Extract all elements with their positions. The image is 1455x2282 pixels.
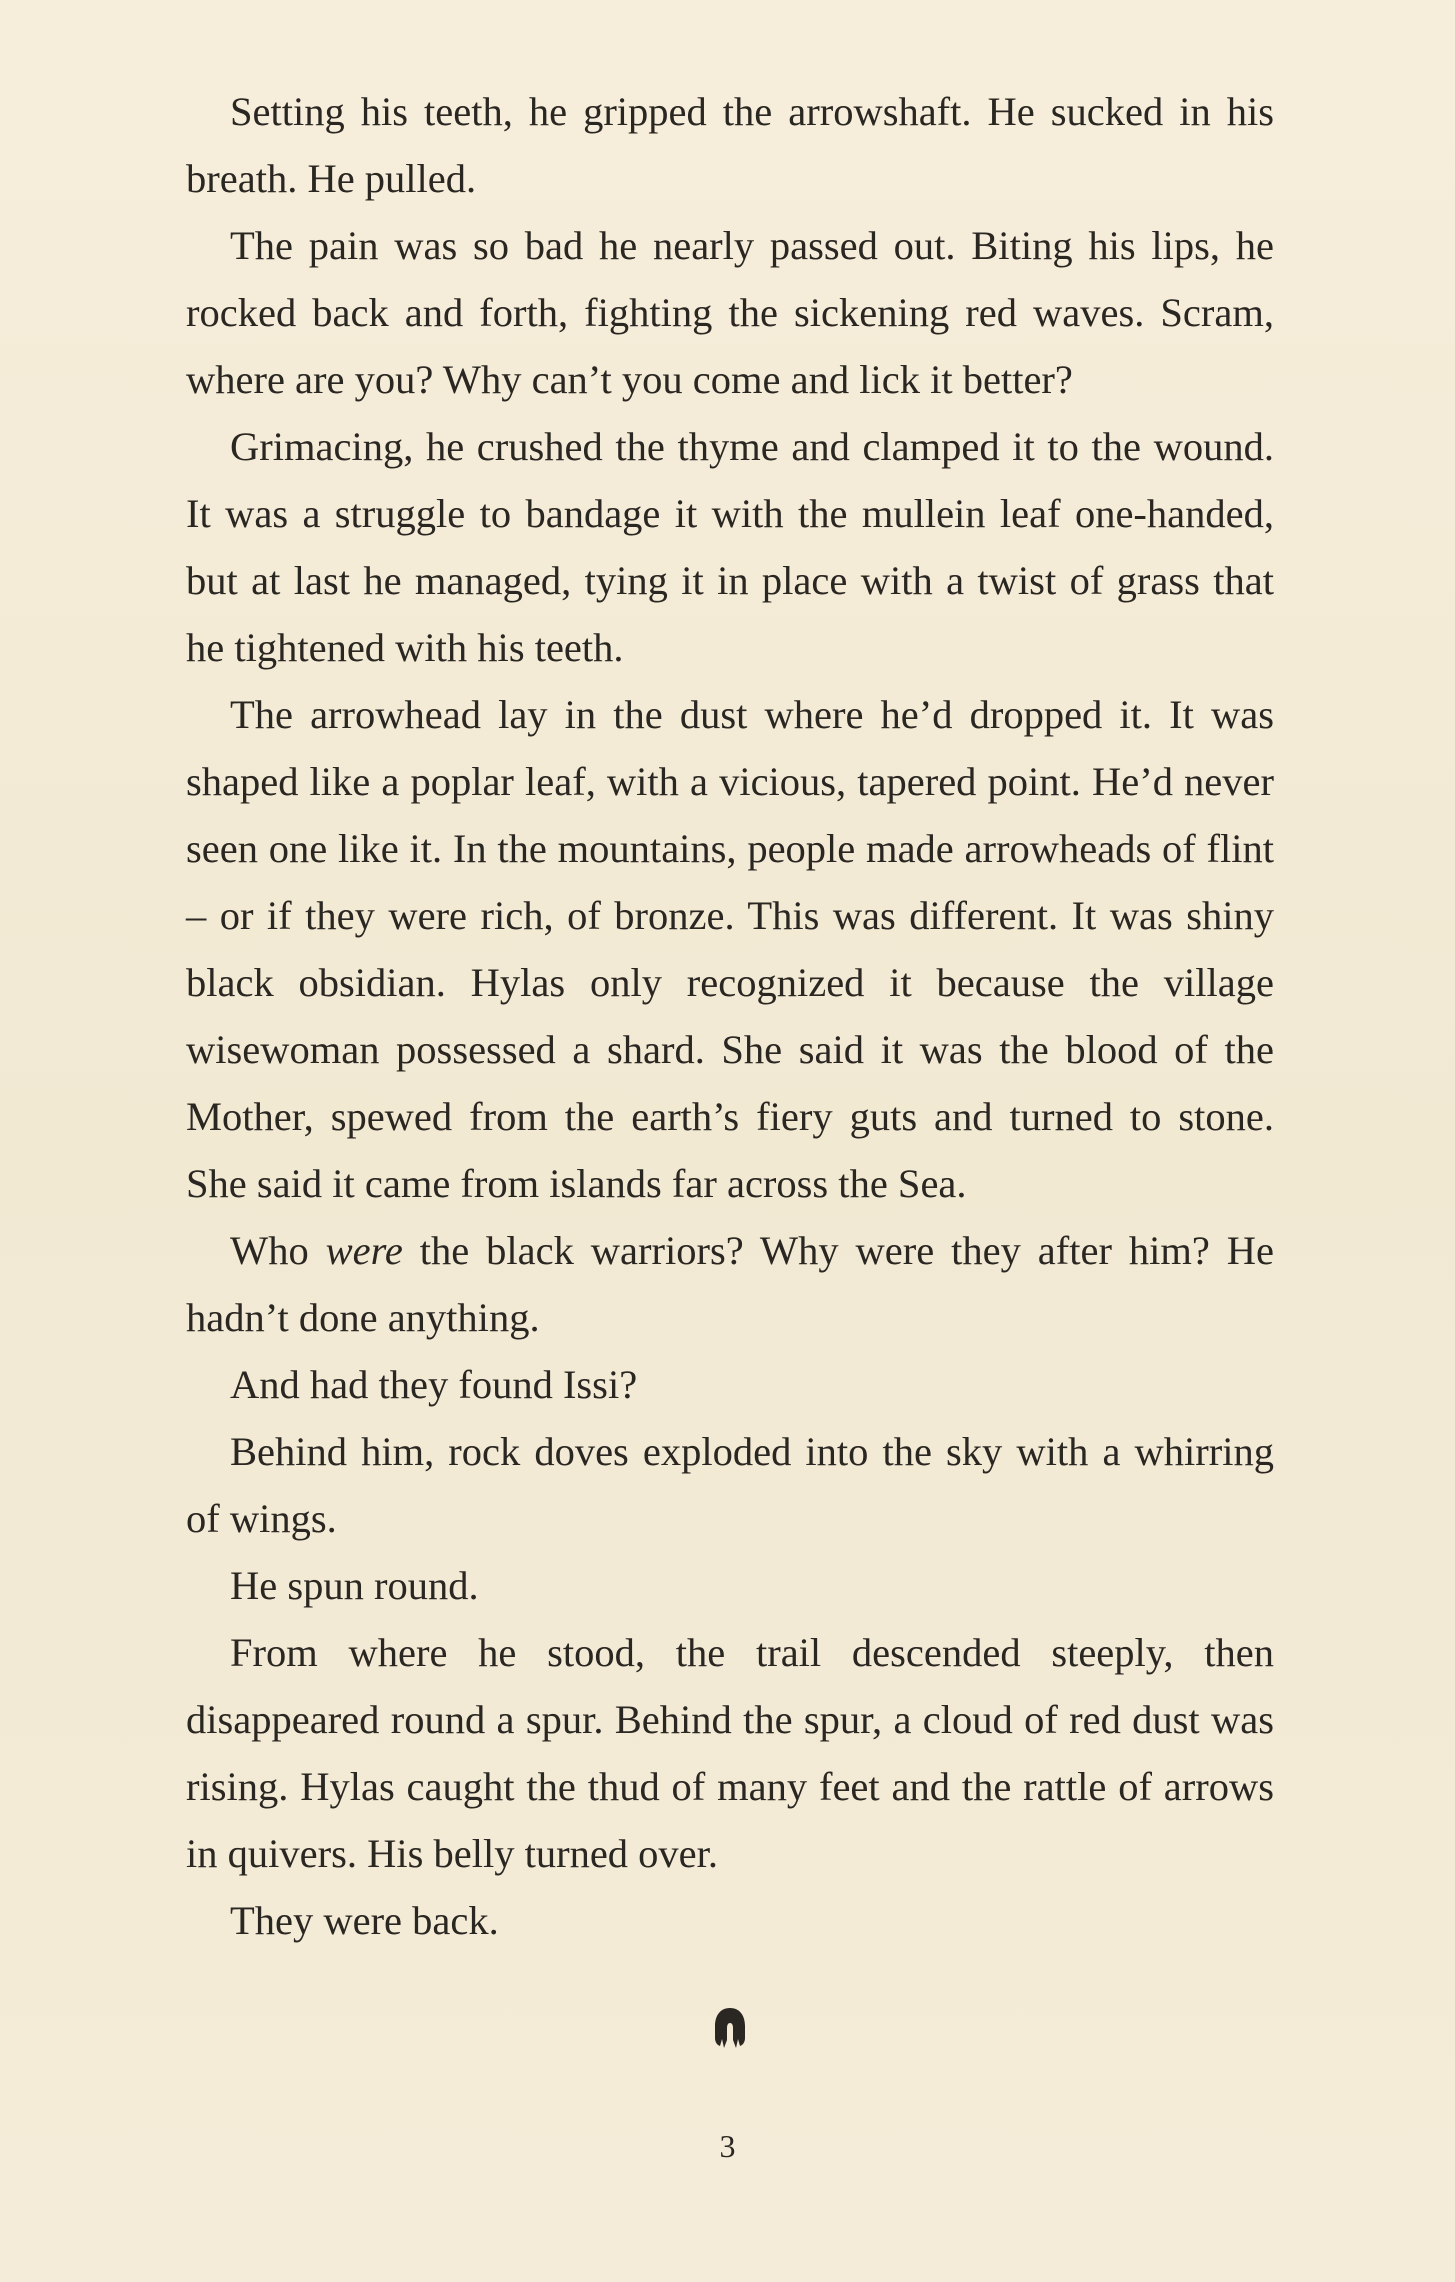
helmet-icon — [712, 2006, 748, 2050]
paragraph: The arrowhead lay in the dust where he’d dropped it. It was shaped like a poplar leaf, with a vicious, tapered point. He’d never seen one like it. In the mountains, people made arrowheads of flint – or if they were rich, of bronze. This was different. It was shiny black obsidian. Hylas only recognized it because the village wisewoman possessed a shard. She said it was the blood of the Mother, spewed from the earth’s fiery guts and turned to stone. She said it came from islands far across the Sea. — [186, 692, 1274, 1206]
paragraph: The pain was so bad he nearly passed out. Biting his lips, he rocked back and forth, fighting the sickening red waves. Scram, where are you? Why can’t you come and lick it better? — [186, 223, 1274, 402]
emphasis-text: were — [325, 1228, 403, 1273]
paragraph: And had they found Issi? — [230, 1362, 638, 1407]
paragraph: From where he stood, the trail descended steeply, then disappeared round a spur. Behind the spur, a cloud of red dust was rising. Hylas caught the thud of many feet and the rattle of arrows in quivers. His belly turned over. — [186, 1630, 1274, 1876]
paragraph-text: the black warriors? Why were they after him? He hadn’t done anything. — [186, 1228, 1274, 1340]
paragraph: They were back. — [230, 1898, 499, 1943]
paragraph: He spun round. — [230, 1563, 479, 1608]
paragraph: Setting his teeth, he gripped the arrowshaft. He sucked in his breath. He pulled. — [186, 89, 1274, 201]
paragraph: Behind him, rock doves exploded into the sky with a whirring of wings. — [186, 1429, 1274, 1541]
paragraph: Grimacing, he crushed the thyme and clamped it to the wound. It was a struggle to bandage it with the mullein leaf one-handed, but at last he managed, tying it in place with a twist of grass that he tightened with his teeth. — [186, 424, 1274, 670]
page-number: 3 — [719, 2128, 736, 2164]
paragraph-text: Who — [230, 1228, 326, 1273]
body-text — [186, 78, 1274, 1954]
paragraph — [186, 1217, 1274, 1351]
